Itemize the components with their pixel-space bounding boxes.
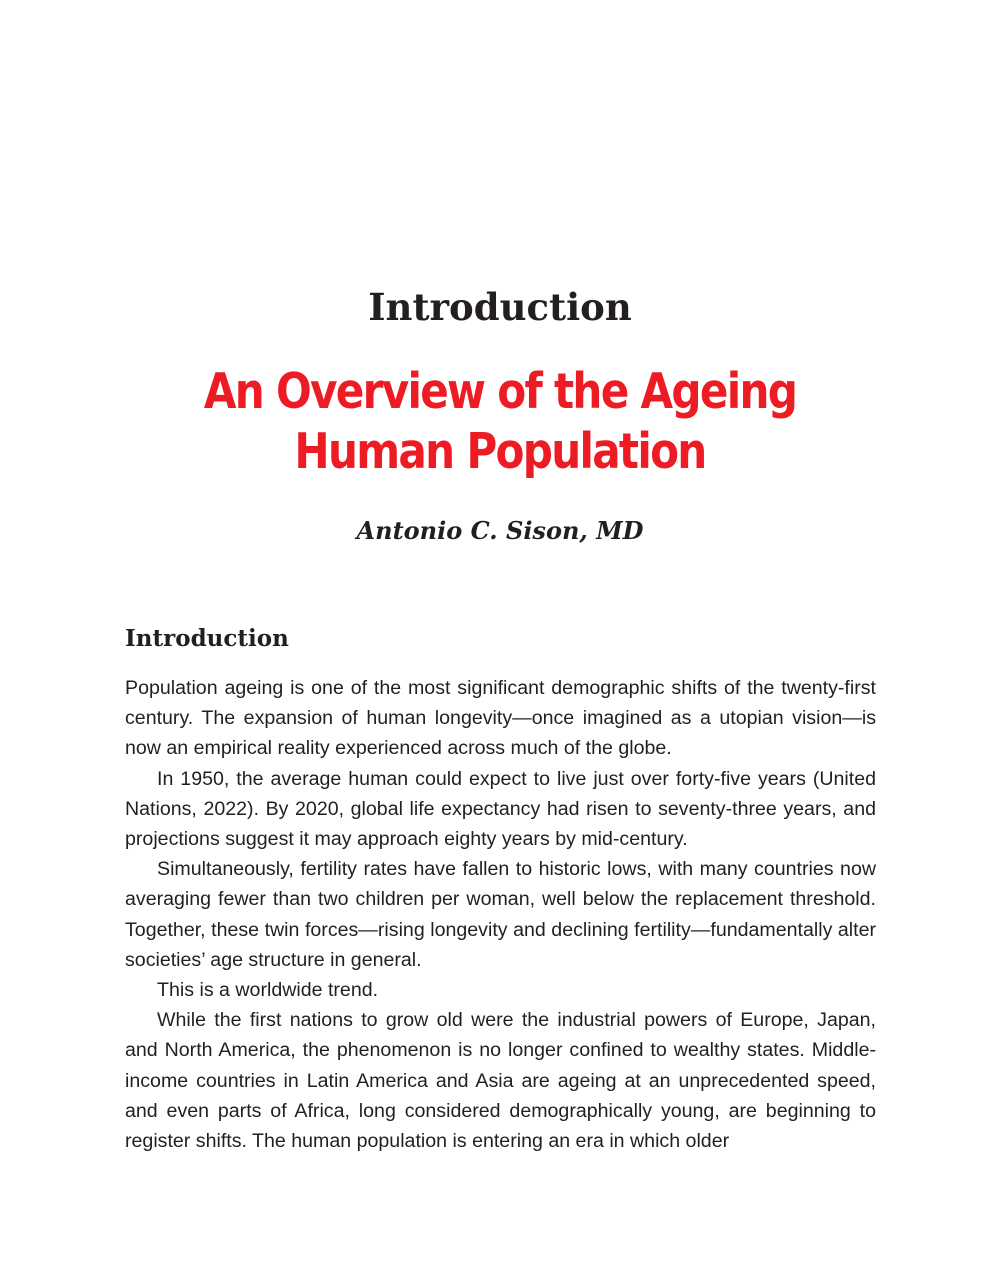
chapter-title: An Overview of the Ageing Human Population [203,363,797,480]
chapter-label: Introduction [368,285,632,329]
paragraph: This is a worldwide trend. [157,979,379,1002]
paragraph: In 1950, the average human could expect to live just over forty-five years (United Nations, 2022). By 2020, global life expectancy had risen to seventy-three years, and projections suggest it may approach eighty years by mid-century. [125,767,876,851]
section-heading: Introduction [125,625,289,652]
chapter-author: Antonio C. Sison, MD [356,516,644,545]
paragraph: Population ageing is one of the most significant demographic shifts of the twenty-first century. The expansion of human longevity—once imagined as a utopian vision—is now an empirical reality experienced across much of the globe. [125,677,876,760]
body-text [125,673,876,1156]
paragraph: Simultaneously, fertility rates have fallen to historic lows, with many countries now averaging fewer than two children per woman, well below the replacement threshold. Together, these twin forces—rising longevity and declining fertility—fundamentally alter societies’ age structure in general. [125,858,876,971]
paragraph: While the first nations to grow old were the industrial powers of Europe, Japan, and North America, the phenomenon is no longer confined to wealthy states. Middle-income countries in Latin America and Asia are ageing at an unprecedented speed, and even parts of Africa, long considered demographically young, are beginning to register shifts. The human population is entering an era in which older [125,1009,876,1153]
